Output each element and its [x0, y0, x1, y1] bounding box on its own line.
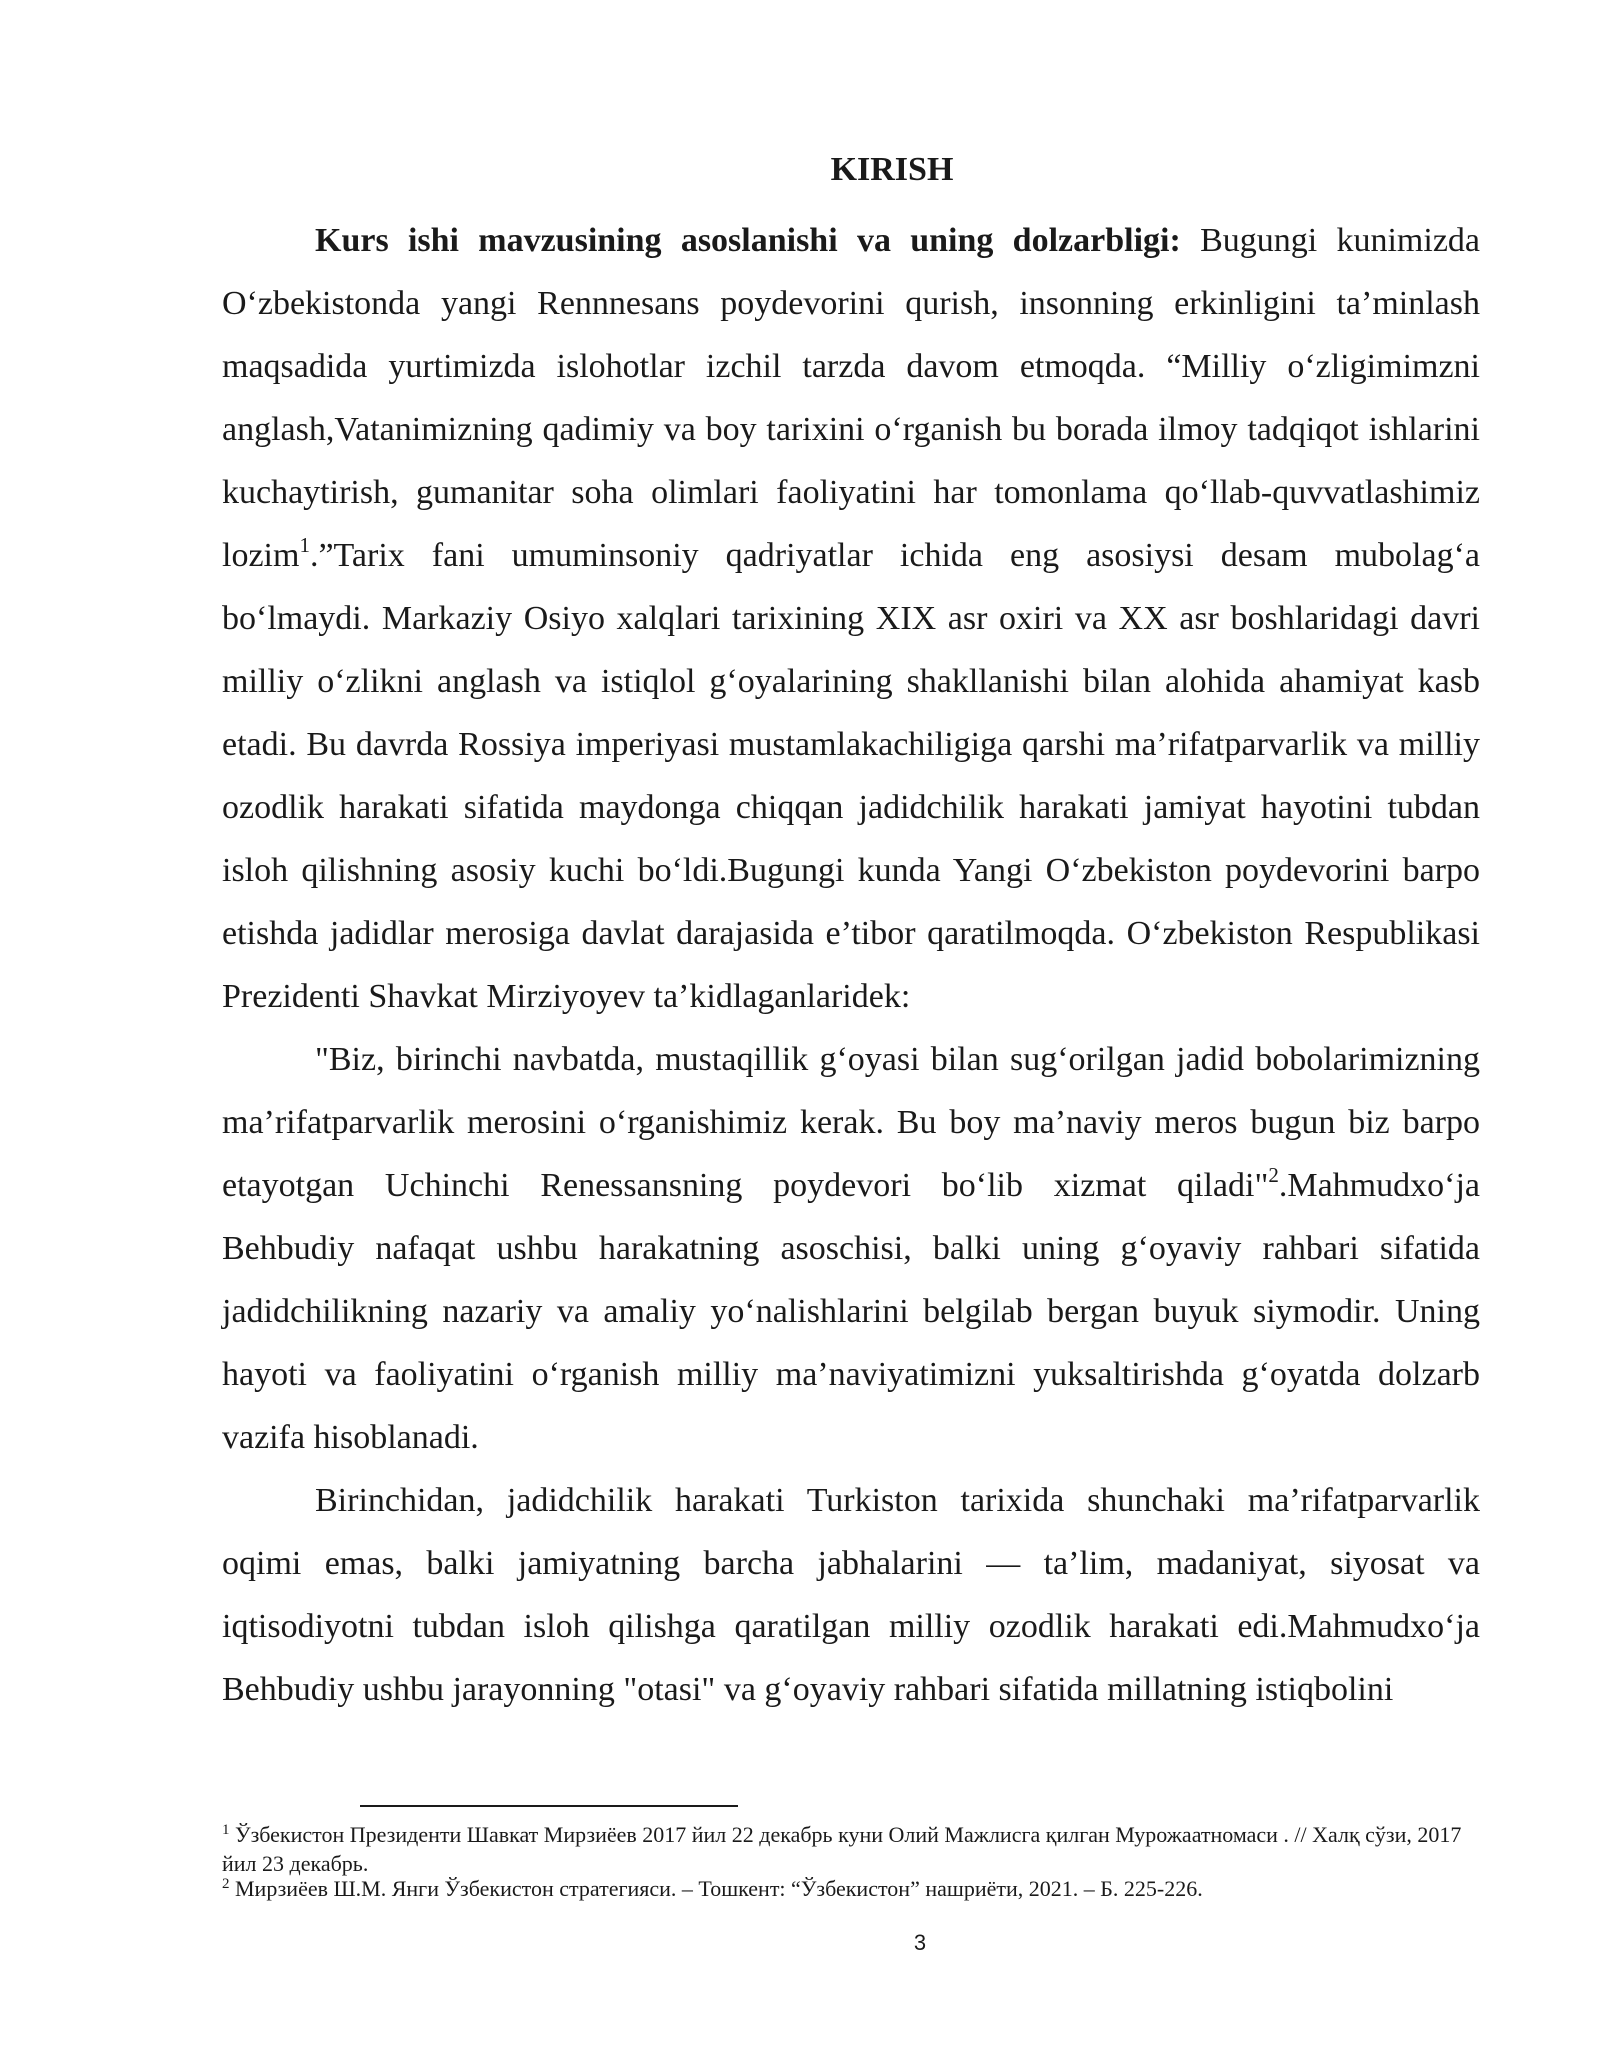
- footnote-1-text: Ўзбекистон Президенти Шавкат Мирзиёев 2017 йил 22 декабрь куни Олий Мажлисга қилган Мурожаатномаси . // Халқ сўзи, 2017 йил 23 декабрь.: [222, 1822, 1462, 1876]
- quote-paragraph: [222, 1028, 1480, 1469]
- footnote-2-text: Мирзиёев Ш.М. Янги Ўзбекистон стратегияси. – Тошкент: “Ўзбекистон” нашриёти, 2021. – Б. 225-226.: [229, 1876, 1203, 1901]
- footnote-ref-2: 2: [1268, 1162, 1279, 1187]
- paragraph-3: Birinchidan, jadidchilik harakati Turkiston tarixida shunchaki ma’rifatparvarlik oqimi emas, balki jamiyatning barcha jabhalarini — ta’lim, madaniyat, siyosat va iqtisodiyotni tubdan isloh qilishga qaratilgan milliy ozodlik harakati edi.Mahmudxo‘ja Behbudiy ushbu jarayonning "otasi" va g‘oyaviy rahbari sifatida millatning istiqbolini: [222, 1482, 1480, 1708]
- body-text: [222, 209, 1480, 1721]
- intro-paragraph: [222, 209, 1480, 1028]
- quote-text-part-2: .Mahmudxo‘ja Behbudiy nafaqat ushbu harakatning asoschisi, balki uning g‘oyaviy rahbari sifatida jadidchilikning nazariy va amaliy yo‘nalishlarini belgilab bergan buyuk siymodir. Uning hayoti va faoliyatini o‘rganish milliy ma’naviyatimizni yuksaltirishda g‘oyatda dolzarb vazifa hisoblanadi.: [222, 1167, 1480, 1456]
- footnote-2-mark: 2: [222, 1876, 230, 1892]
- page-number: 3: [913, 1930, 927, 1955]
- footnote-ref-1: 1: [299, 532, 310, 557]
- footnote-1: [222, 1822, 1480, 1876]
- intro-lead: Kurs ishi mavzusining asoslanishi va uning dolzarbligi:: [315, 222, 1181, 259]
- intro-text-part-1: Bugungi kunimizda O‘zbekistonda yangi Rennnesans poydevorini qurish, insonning erkinligini ta’minlash maqsadida yurtimizda islohotlar izchil tarzda davom etmoqda. “Milliy o‘zligimimzni anglash,Vatanimizning qadimiy va boy tarixini o‘rganish bu borada ilmoy tadqiqot ishlarini kuchaytirish, gumanitar soha olimlari faoliyatini har tomonlama qo‘llab-quvvatlashimiz lozim: [222, 222, 1480, 574]
- footnote-2: [222, 1876, 1480, 1905]
- page-title: KIRISH: [830, 151, 954, 188]
- footnote-1-mark: 1: [222, 1822, 230, 1838]
- quote-text-part-1: "Biz, birinchi navbatda, mustaqillik g‘oyasi bilan sug‘orilgan jadid bobolarimizning ma’rifatparvarlik merosini o‘rganishimiz kerak. Bu boy ma’naviy meros bugun biz barpo etayotgan Uchinchi Renessansning poydevori bo‘lib xizmat qiladi": [222, 1041, 1480, 1204]
- intro-text-part-2: .”Tarix fani umuminsoniy qadriyatlar ichida eng asosiysi desam mubolag‘a bo‘lmaydi. Markaziy Osiyo xalqlari tarixining XIX asr oxiri va XX asr boshlaridagi davri milliy o‘zlikni anglash va istiqlol g‘oyalarining shakllanishi bilan alohida ahamiyat kasb etadi. Bu davrda Rossiya imperiyasi mustamlakachiligiga qarshi ma’rifatparvarlik va milliy ozodlik harakati sifatida maydonga chiqqan jadidchilik harakati jamiyat hayotini tubdan isloh qilishning asosiy kuchi bo‘ldi.Bugungi kunda Yangi O‘zbekiston poydevorini barpo etishda jadidlar merosiga davlat darajasida e’tibor qaratilmoqda. O‘zbekiston Respublikasi Prezidenti Shavkat Mirziyoyev ta’kidlaganlaridek:: [222, 537, 1480, 1015]
- footnotes: [222, 1822, 1480, 1905]
- footnote-separator: [360, 1805, 738, 1807]
